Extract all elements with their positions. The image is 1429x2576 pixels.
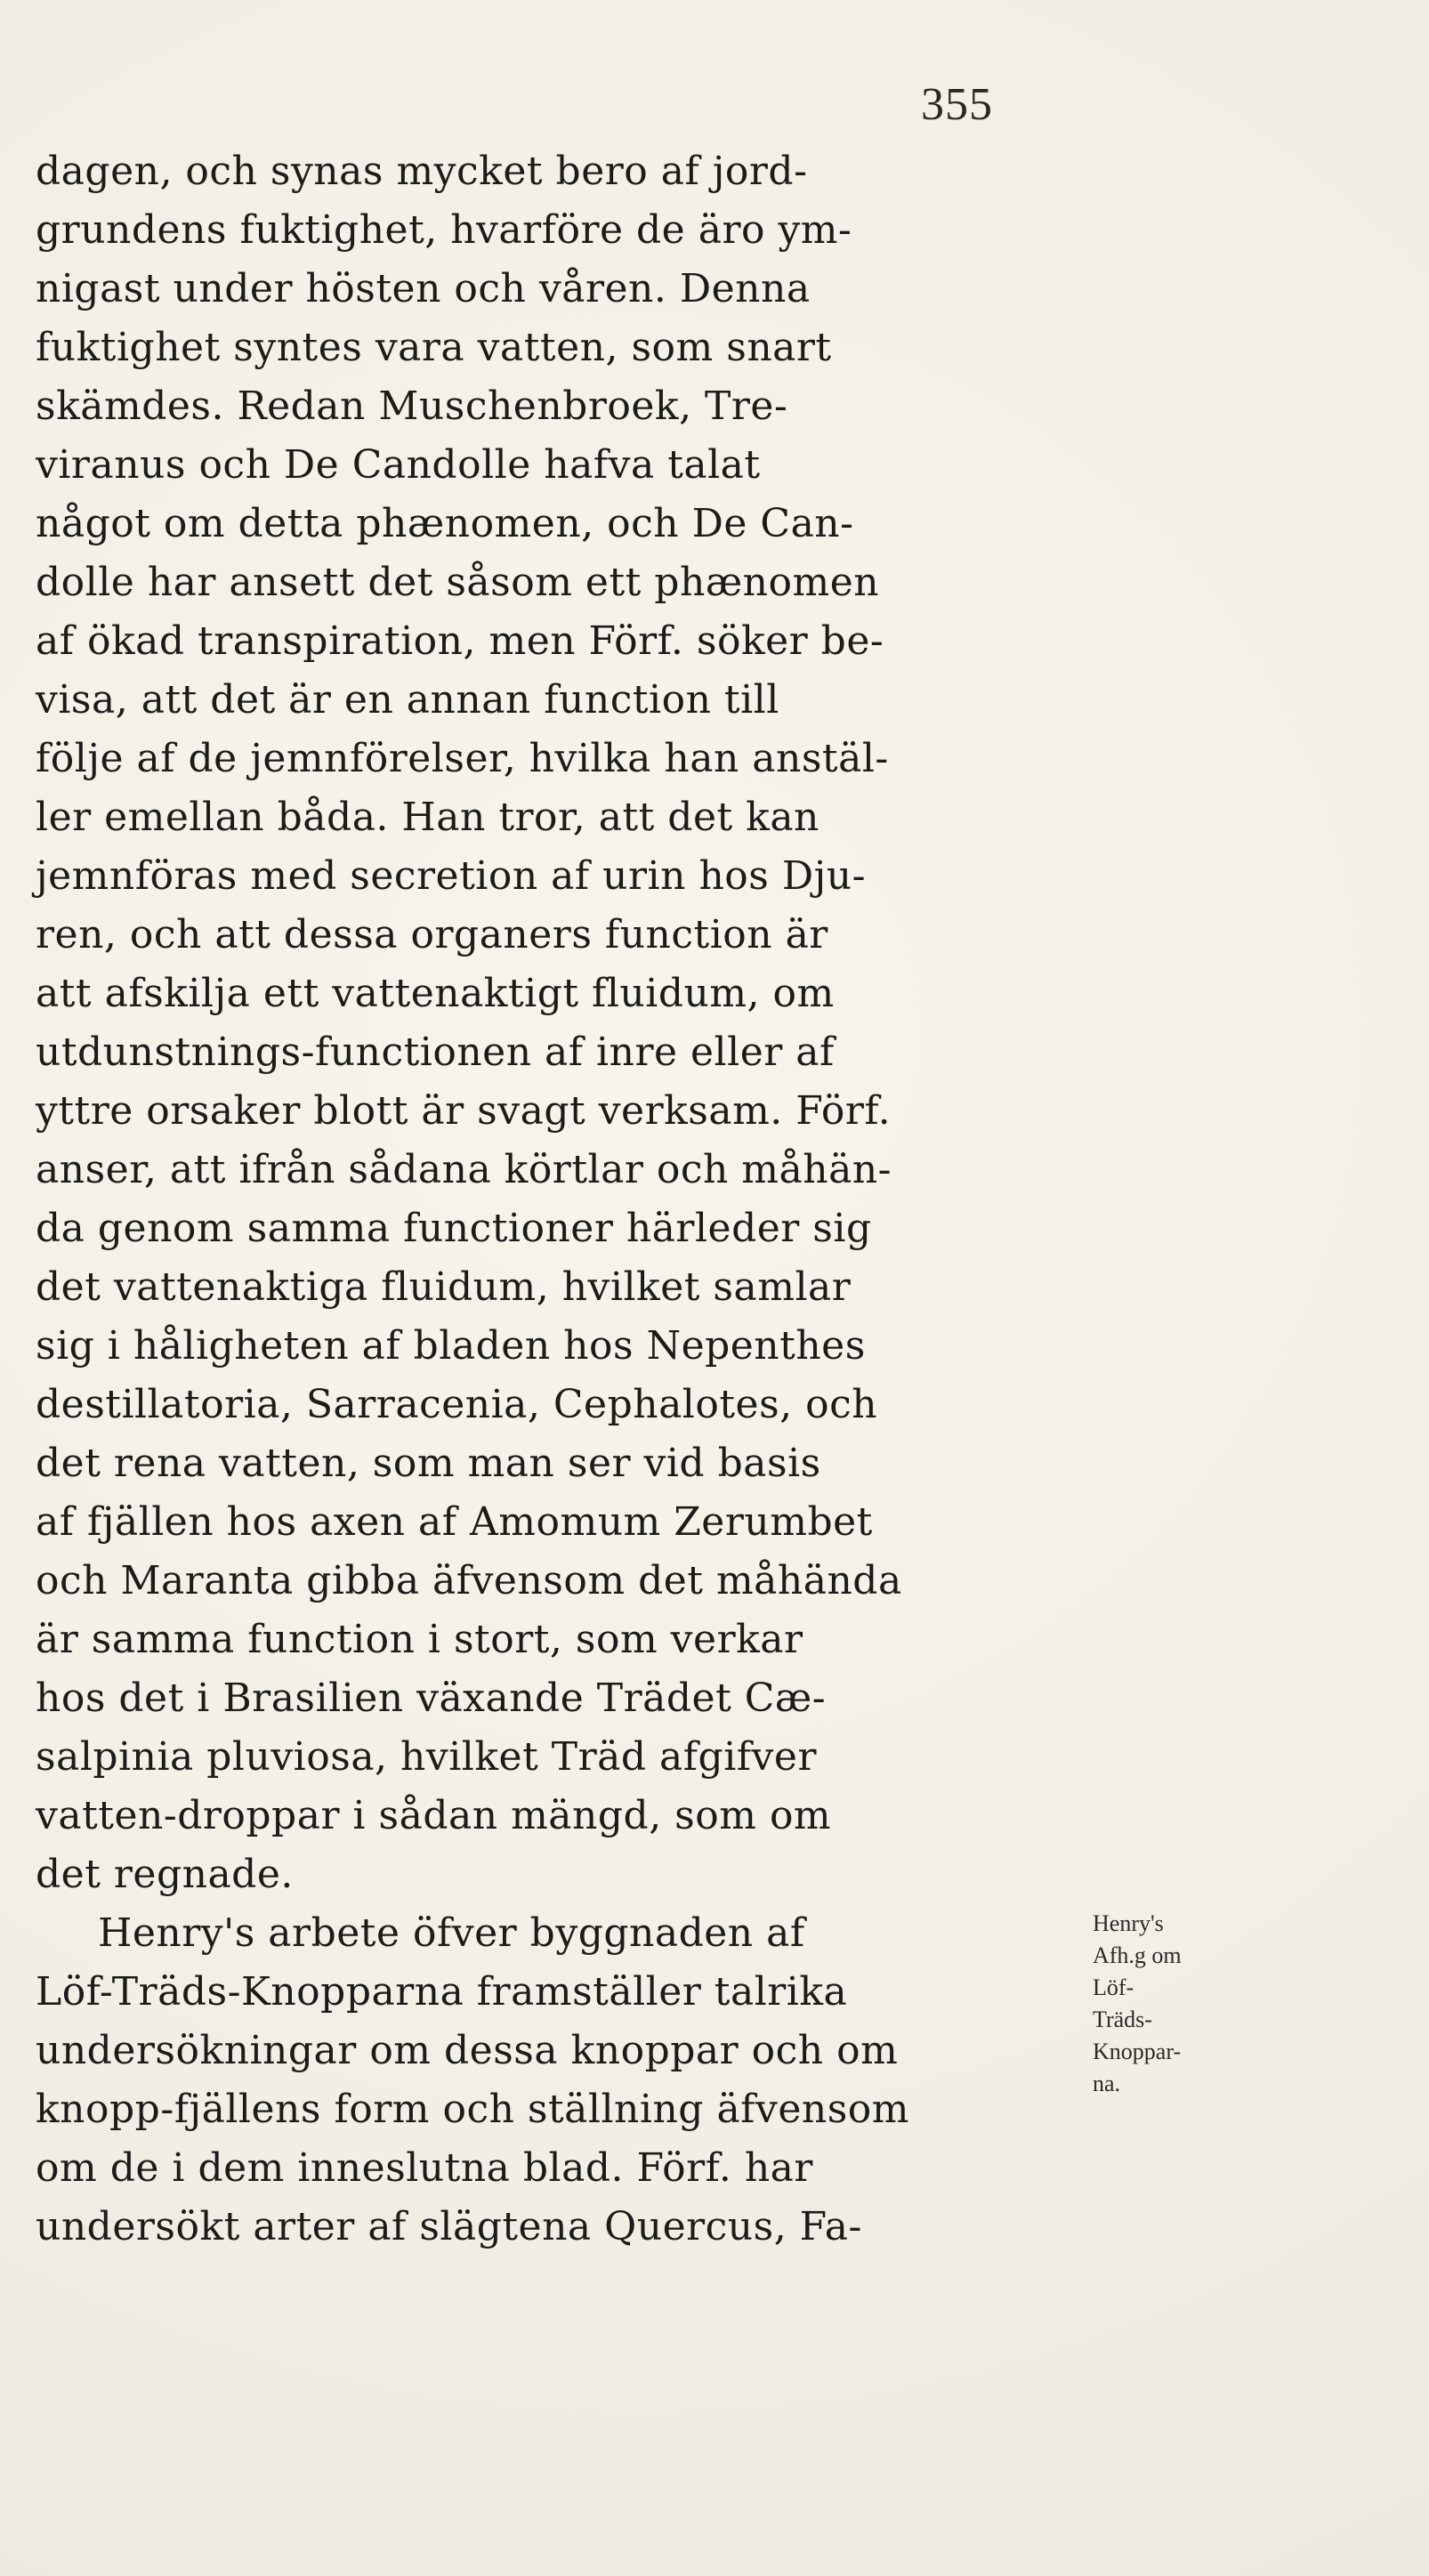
text-line: det regnade. [36, 1852, 294, 1897]
margin-note-line: Henry's [1093, 1910, 1164, 1936]
margin-note-line: Träds- [1093, 2007, 1152, 2032]
margin-note-line: Afh.g om [1093, 1942, 1182, 1968]
text-line: sig i håligheten af bladen hos Nepenthes [36, 1323, 866, 1369]
text-line: något om detta phænomen, och De Can- [36, 501, 854, 546]
text-line: undersökningar om dessa knoppar och om [36, 2028, 899, 2073]
text-line: nigast under hösten och våren. Denna [36, 266, 811, 311]
text-line: destillatoria, Sarracenia, Cephalotes, och [36, 1382, 878, 1427]
text-line: knopp-fjällens form och ställning äfvensom [36, 2087, 909, 2132]
text-line: af ökad transpiration, men Förf. söker be- [36, 618, 884, 664]
text-line: ler emellan båda. Han tror, att det kan [36, 795, 819, 840]
text-line: skämdes. Redan Muschenbroek, Tre- [36, 384, 788, 429]
text-line: grundens fuktighet, hvarföre de äro ym- [36, 207, 852, 253]
text-line: är samma function i stort, som verkar [36, 1617, 803, 1662]
text-line: ren, och att dessa organers function är [36, 912, 828, 957]
text-line: salpinia pluviosa, hvilket Träd afgifver [36, 1734, 817, 1780]
text-line: Henry's arbete öfver byggnaden af [98, 1910, 805, 1956]
text-line: dolle har ansett det såsom ett phænomen [36, 560, 880, 605]
margin-note-line: Knoppar- [1093, 2039, 1182, 2064]
text-line: af fjällen hos axen af Amomum Zerumbet [36, 1499, 873, 1545]
text-line: Löf-Träds-Knopparna framställer talrika [36, 1969, 848, 2015]
text-line: dagen, och synas mycket bero af jord- [36, 149, 808, 194]
text-line: att afskilja ett vattenaktigt fluidum, om [36, 971, 835, 1016]
text-line: jemnföras med secretion af urin hos Dju- [36, 853, 866, 899]
text-line: viranus och De Candolle hafva talat [36, 442, 761, 488]
text-line: undersökt arter af slägtena Quercus, Fa- [36, 2204, 862, 2249]
text-line: det vattenaktiga fluidum, hvilket samlar [36, 1264, 852, 1310]
text-line: det rena vatten, som man ser vid basis [36, 1441, 821, 1486]
text-line: fuktighet syntes vara vatten, som snart [36, 325, 832, 370]
text-line: om de i dem inneslutna blad. Förf. har [36, 2145, 813, 2191]
text-line: yttre orsaker blott är svagt verksam. Förf. [36, 1088, 892, 1134]
text-line: da genom samma functioner härleder sig [36, 1206, 872, 1251]
page-number: 355 [921, 79, 993, 130]
margin-note-line: na. [1093, 2071, 1121, 2096]
text-line: hos det i Brasilien växande Trädet Cæ- [36, 1676, 827, 1721]
text-line: och Maranta gibba äfvensom det måhända [36, 1558, 902, 1603]
text-line: utdunstnings-functionen af inre eller af [36, 1030, 835, 1075]
text-line: följe af de jemnförelser, hvilka han anstäl- [36, 736, 889, 781]
text-line: anser, att ifrån sådana körtlar och måhän- [36, 1147, 892, 1192]
margin-note-line: Löf- [1093, 1974, 1134, 2000]
text-line: visa, att det är en annan function till [36, 677, 779, 723]
text-line: vatten-droppar i sådan mängd, som om [36, 1793, 832, 1838]
